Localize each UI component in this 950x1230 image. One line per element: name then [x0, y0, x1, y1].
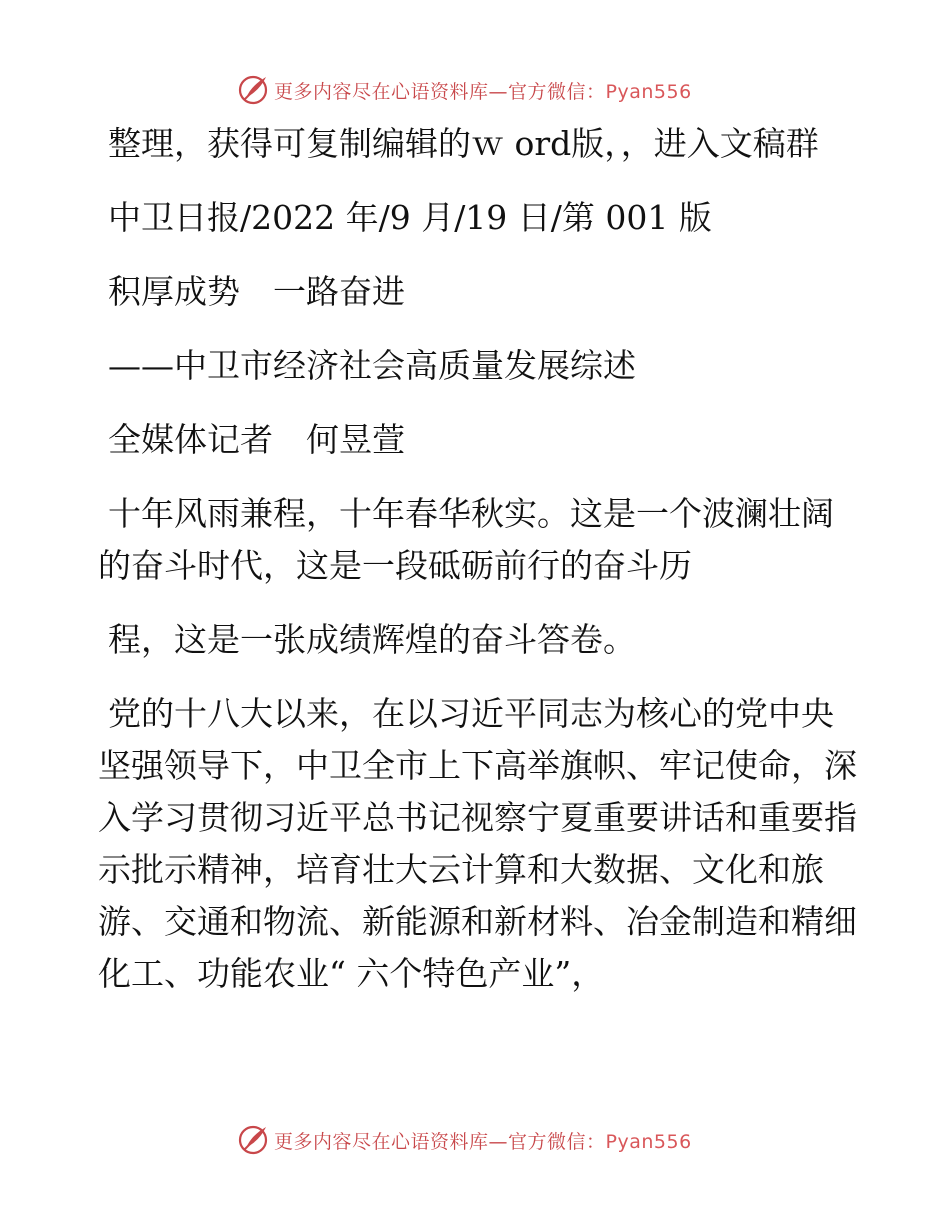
body-paragraph: 程，这是一张成绩辉煌的奋斗答卷。 [108, 620, 636, 659]
quill-logo-icon [236, 1123, 270, 1157]
quill-logo-icon [236, 73, 270, 107]
intro-paragraph: 整理，获得可复制编辑的ｗ ord版，，进入文稿群 [108, 124, 819, 163]
wechat-id: Pyan556 [605, 80, 692, 103]
watermark-footer [236, 1122, 692, 1158]
article-body [98, 118, 858, 1022]
watermark-text: 更多内容尽在心语资料库—官方微信：Pyan556 [274, 80, 692, 103]
watermark-text: 更多内容尽在心语资料库—官方微信：Pyan556 [274, 1130, 692, 1153]
watermark-header [236, 72, 692, 108]
body-paragraph: 党的十八大以来，在以习近平同志为核心的党中央坚强领导下，中卫全市上下高举旗帜、牢记使命，深入学习贯彻习近平总书记视察宁夏重要讲话和重要指示批示精神，培育壮大云计算和大数据、文化和旅游、交通和物流、新能源和新材料、冶金制造和精细化工、功能农业“ 六个特色产业”， [98, 694, 857, 993]
article-subtitle: ——中卫市经济社会高质量发展综述 [108, 346, 636, 385]
article-title: 积厚成势 一路奋进 [108, 272, 405, 311]
body-paragraph: 十年风雨兼程，十年春华秋实。这是一个波澜壮阔的奋斗时代，这是一段砥砺前行的奋斗历 [98, 494, 834, 585]
source-line: 中卫日报/2022 年/9 月/19 日/第 001 版 [108, 198, 712, 237]
wechat-id: Pyan556 [605, 1130, 692, 1153]
byline: 全媒体记者 何昱萱 [108, 420, 405, 459]
